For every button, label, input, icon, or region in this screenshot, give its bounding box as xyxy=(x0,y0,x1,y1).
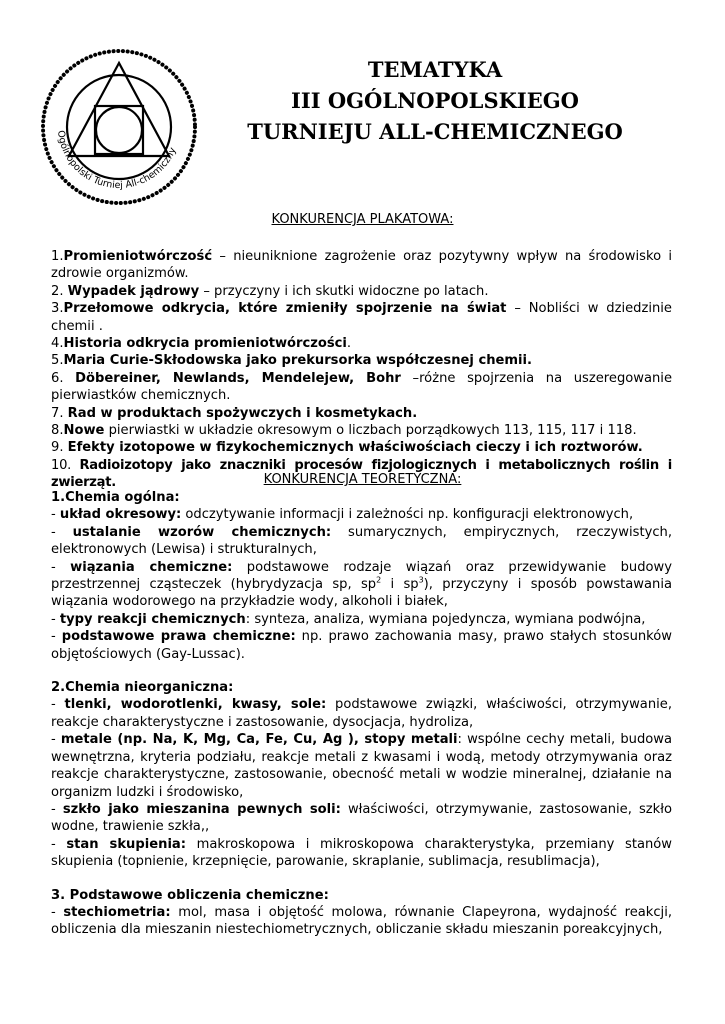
list-item: 9. Efekty izotopowe w fizykochemicznych właściwościach cieczy i ich roztworów. xyxy=(51,440,643,456)
list-item: - stan skupienia: makroskopowa i mikroskopowa charakterystyka, przemiany stanów skupienia (topnienie, krzepnięcie, parowanie, skraplanie, sublimacja, resublimacja), xyxy=(51,836,673,870)
list-item: 6. Döbereiner, Newlands, Mendelejew, Bohr –różne spojrzenia na uszeregowanie pierwiastków chemicznych. xyxy=(51,370,673,404)
page-title-line-2: III OGÓLNOPOLSKIEGO xyxy=(291,88,579,113)
teoretyczna-heading: KONKURENCJA TEORETYCZNA: xyxy=(263,472,462,487)
tournament-logo xyxy=(40,48,198,206)
list-item: - podstawowe prawa chemiczne: np. prawo zachowania masy, prawo stałych stosunków objętościowych (Gay-Lussac). xyxy=(51,629,673,662)
list-item: - tlenki, wodorotlenki, kwasy, sole: podstawowe związki, właściwości, otrzymywanie, reakcje charakterystyczne i zastosowanie, dysocjacja, hydroliza, xyxy=(51,697,672,730)
list-item: 1.Promieniotwórczość – nieuniknione zagrożenie oraz pozytywny wpływ na środowisko i zdrowie organizmów. xyxy=(51,249,672,282)
list-item: 7. Rad w produktach spożywczych i kosmetykach. xyxy=(51,405,418,421)
section-title: 1.Chemia ogólna: xyxy=(51,490,180,505)
list-item: - szkło jako mieszanina pewnych soli: właściwości, otrzymywanie, zastosowanie, szkło wodne, trawienie szkła,, xyxy=(51,801,672,835)
plakatowa-list xyxy=(51,248,672,492)
section-title: 2.Chemia nieorganiczna: xyxy=(51,680,234,696)
page-title-line-3: TURNIEJU ALL-CHEMICZNEGO xyxy=(247,119,623,144)
logo-ring-text: Ogólnopolski Turniej All-chemiczny xyxy=(55,129,179,192)
list-item: 2. Wypadek jądrowy – przyczyny i ich skutki widoczne po latach. xyxy=(51,283,489,299)
list-item: - stechiometria: mol, masa i objętość molowa, równanie Clapeyrona, wydajność reakcji, obliczenia dla mieszanin niestechiometrycznych, obliczanie składu mieszanin poreakcyjnych, xyxy=(51,904,672,938)
logo-triangle xyxy=(69,63,169,156)
plakatowa-heading: KONKURENCJA PLAKATOWA: xyxy=(271,212,454,227)
page-title-line-1: TEMATYKA xyxy=(367,57,503,82)
list-item: 3.Przełomowe odkrycia, które zmieniły spojrzenie na świat – Nobliści w dziedzinie chemii . xyxy=(51,301,672,334)
list-item: - układ okresowy: odczytywanie informacji i zależności np. konfiguracji elektronowych, xyxy=(51,507,634,523)
list-item: 8.Nowe pierwiastki w układzie okresowym o liczbach porządkowych 113, 115, 117 i 118. xyxy=(51,423,637,439)
list-item: 4.Historia odkrycia promieniotwórczości. xyxy=(51,336,352,352)
list-item: - metale (np. Na, K, Mg, Ca, Fe, Cu, Ag ), stopy metali: wspólne cechy metali, budowa wewnętrzna, kryteria podziału, reakcje metali z kwasami i wodą, metody otrzymywania oraz reakcje charakterystyczne, zastosowanie, obecność metali w wodzie mineralnej, działanie na organizm ludzki i środowisko, xyxy=(51,732,672,800)
teoretyczna-sections xyxy=(51,489,672,939)
list-item: 5.Maria Curie-Skłodowska jako prekursorka współczesnej chemii. xyxy=(51,353,533,369)
logo-inner-circle xyxy=(96,107,142,153)
list-item: - ustalanie wzorów chemicznych: sumarycznych, empirycznych, rzeczywistych, elektronowych (Lewisa) i strukturalnych, xyxy=(51,524,672,558)
logo-large-circle xyxy=(67,75,171,179)
section-title: 3. Podstawowe obliczenia chemiczne: xyxy=(51,887,329,903)
list-item: - wiązania chemiczne: podstawowe rodzaje wiązań oraz przewidywanie budowy przestrzennej cząsteczek (hybrydyzacja sp, $sp^2$ i $sp^3$), przyczyny i sposób powstawania wiązania wodorowego na przykładzie wody, alkoholi i białek, xyxy=(51,559,672,610)
list-item: 10. Radioizotopy jako znaczniki procesów fizjologicznych i metabolicznych roślin i zwierząt. xyxy=(51,457,672,491)
list-item: - typy reakcji chemicznych: synteza, analiza, wymiana pojedyncza, wymiana podwójna, xyxy=(51,611,646,627)
